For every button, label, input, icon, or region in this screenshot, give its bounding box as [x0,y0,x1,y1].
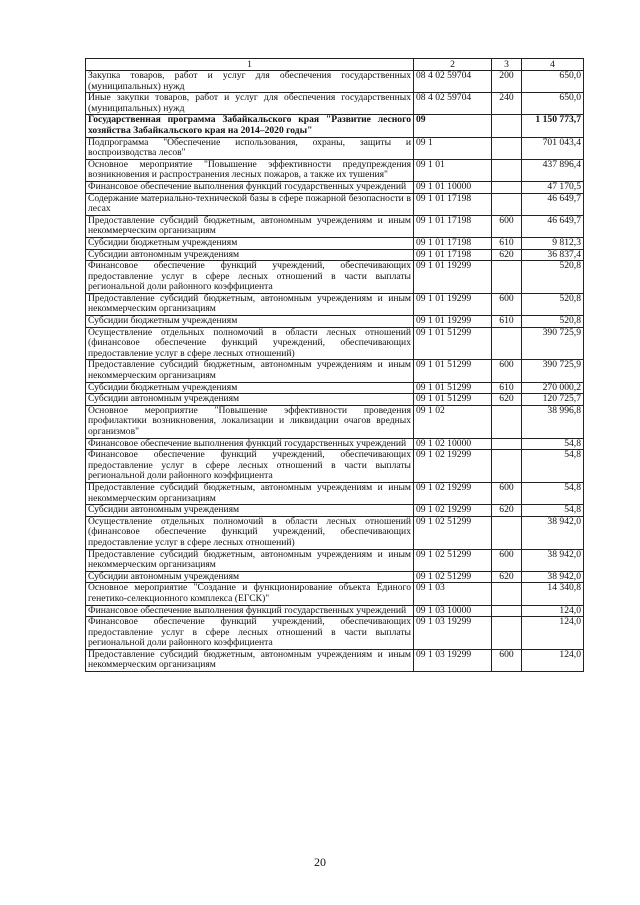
table-row [86,159,584,181]
row-name-cell: Финансовое обеспечение функций учреждений, обеспечивающих предоставление услуг в сфере лесных отношений в части выплаты региональной доли районного коэффициента [86,261,414,294]
row-code-cell: 09 1 01 19299 [414,261,492,294]
row-type-cell [492,159,522,181]
row-name-cell: Осуществление отдельных полномочий в области лесных отношений (финансовое обеспечение функций учреждений, обеспечивающих предоставление услуг в сфере лесных отношений) [86,327,414,360]
row-code-cell: 09 1 [414,137,492,159]
row-name-cell: Предоставление субсидий бюджетным, автономным учреждениям и иным некоммерческим организациям [86,482,414,504]
row-type-cell [492,181,522,193]
row-code-cell: 09 1 02 [414,405,492,438]
row-type-cell [492,261,522,294]
row-code-cell: 08 4 02 59704 [414,71,492,93]
row-amount-cell: 54,8 [522,505,584,517]
row-type-cell: 620 [492,249,522,261]
row-name-cell: Осуществление отдельных полномочий в области лесных отношений (финансовое обеспечение функций учреждений, обеспечивающих предоставление услуг в сфере лесных отношений) [86,516,414,549]
row-name-cell: Предоставление субсидий бюджетным, автономным учреждениям и иным некоммерческим организациям [86,215,414,237]
row-amount-cell: 54,8 [522,438,584,450]
row-name-cell: Финансовое обеспечение выполнения функций государственных учреждений [86,438,414,450]
row-code-cell: 09 1 03 19299 [414,617,492,650]
row-code-cell: 09 1 01 51299 [414,382,492,394]
row-type-cell [492,617,522,650]
table-row [86,405,584,438]
row-amount-cell: 520,8 [522,316,584,328]
row-name-cell: Основное мероприятие "Создание и функционирование объекта Единого генетико-селекционного комплекса (ЕГСК)" [86,583,414,605]
header-col-4: 4 [522,59,584,71]
row-amount-cell: 520,8 [522,261,584,294]
row-code-cell: 09 1 01 17198 [414,249,492,261]
table-row [86,327,584,360]
table-row [86,261,584,294]
row-name-cell: Предоставление субсидий бюджетным, автономным учреждениям и иным некоммерческим организациям [86,649,414,671]
row-type-cell: 620 [492,571,522,583]
row-type-cell [492,405,522,438]
row-amount-cell: 54,8 [522,450,584,483]
row-name-cell: Финансовое обеспечение функций учреждений, обеспечивающих предоставление услуг в сфере лесных отношений в части выплаты региональной доли районного коэффициента [86,617,414,650]
row-code-cell: 09 1 03 [414,583,492,605]
row-code-cell: 09 1 02 19299 [414,482,492,504]
row-name-cell: Предоставление субсидий бюджетным, автономным учреждениям и иным некоммерческим организациям [86,549,414,571]
row-name-cell: Субсидии автономным учреждениям [86,394,414,406]
row-name-cell: Финансовое обеспечение выполнения функций государственных учреждений [86,181,414,193]
row-type-cell: 240 [492,93,522,115]
row-amount-cell: 38 942,0 [522,571,584,583]
row-code-cell: 09 1 01 17198 [414,193,492,215]
row-type-cell [492,605,522,617]
row-code-cell: 09 1 01 51299 [414,360,492,382]
table-row [86,516,584,549]
table-row [86,93,584,115]
row-amount-cell: 1 150 773,7 [522,115,584,137]
table-row [86,115,584,137]
row-amount-cell: 270 000,2 [522,382,584,394]
row-type-cell: 200 [492,71,522,93]
row-code-cell: 09 1 02 10000 [414,438,492,450]
row-code-cell: 09 1 03 19299 [414,649,492,671]
table-row [86,293,584,315]
row-amount-cell: 9 812,3 [522,237,584,249]
row-amount-cell: 124,0 [522,605,584,617]
row-type-cell [492,193,522,215]
table-row [86,571,584,583]
row-type-cell: 600 [492,482,522,504]
table-row [86,71,584,93]
table-row [86,137,584,159]
row-type-cell: 600 [492,360,522,382]
row-name-cell: Содержание материально-технической базы в сфере пожарной безопасности в лесах [86,193,414,215]
header-col-2: 2 [414,59,492,71]
row-name-cell: Субсидии автономным учреждениям [86,249,414,261]
table-row [86,605,584,617]
row-name-cell: Субсидии автономным учреждениям [86,505,414,517]
table-row [86,450,584,483]
row-amount-cell: 520,8 [522,293,584,315]
row-code-cell: 09 1 01 19299 [414,316,492,328]
table-row [86,649,584,671]
row-amount-cell: 46 649,7 [522,193,584,215]
row-name-cell: Финансовое обеспечение выполнения функций государственных учреждений [86,605,414,617]
row-amount-cell: 36 837,4 [522,249,584,261]
row-amount-cell: 38 942,0 [522,549,584,571]
row-amount-cell: 390 725,9 [522,360,584,382]
row-amount-cell: 54,8 [522,482,584,504]
row-type-cell [492,438,522,450]
table-row [86,482,584,504]
row-amount-cell: 437 896,4 [522,159,584,181]
table-header [86,59,584,71]
row-name-cell: Основное мероприятие "Повышение эффективности проведения профилактики возникновения, локализации и ликвидации очагов вредных организмов" [86,405,414,438]
row-type-cell [492,137,522,159]
row-type-cell [492,327,522,360]
row-amount-cell: 650,0 [522,71,584,93]
table-row [86,215,584,237]
row-type-cell: 610 [492,237,522,249]
row-code-cell: 09 1 02 51299 [414,549,492,571]
row-type-cell [492,583,522,605]
row-type-cell: 600 [492,293,522,315]
row-type-cell: 600 [492,649,522,671]
table-row [86,394,584,406]
row-code-cell: 09 1 01 19299 [414,293,492,315]
row-code-cell: 09 1 01 10000 [414,181,492,193]
row-amount-cell: 38 942,0 [522,516,584,549]
row-name-cell: Субсидии автономным учреждениям [86,571,414,583]
row-code-cell: 09 1 01 51299 [414,327,492,360]
row-amount-cell: 650,0 [522,93,584,115]
row-code-cell: 09 [414,115,492,137]
row-amount-cell: 390 725,9 [522,327,584,360]
row-type-cell: 610 [492,316,522,328]
header-col-3: 3 [492,59,522,71]
row-code-cell: 09 1 02 51299 [414,516,492,549]
row-amount-cell: 124,0 [522,617,584,650]
row-code-cell: 09 1 02 51299 [414,571,492,583]
row-amount-cell: 701 043,4 [522,137,584,159]
row-type-cell [492,450,522,483]
row-name-cell: Предоставление субсидий бюджетным, автономным учреждениям и иным некоммерческим организациям [86,360,414,382]
table-body [86,71,584,672]
row-name-cell: Предоставление субсидий бюджетным, автономным учреждениям и иным некоммерческим организациям [86,293,414,315]
table-row [86,316,584,328]
table-row [86,583,584,605]
row-amount-cell: 124,0 [522,649,584,671]
table-row [86,249,584,261]
row-amount-cell: 38 996,8 [522,405,584,438]
row-type-cell: 600 [492,215,522,237]
budget-table [85,58,584,672]
row-code-cell: 09 1 03 10000 [414,605,492,617]
row-code-cell: 09 1 01 51299 [414,394,492,406]
row-name-cell: Субсидии бюджетным учреждениям [86,382,414,394]
row-code-cell: 09 1 02 19299 [414,505,492,517]
row-amount-cell: 47 170,5 [522,181,584,193]
row-code-cell: 09 1 01 17198 [414,237,492,249]
table-row [86,617,584,650]
row-type-cell [492,516,522,549]
page-number: 20 [314,855,326,869]
row-code-cell: 09 1 02 19299 [414,450,492,483]
row-type-cell: 610 [492,382,522,394]
row-amount-cell: 14 340,8 [522,583,584,605]
row-type-cell: 620 [492,394,522,406]
row-code-cell: 08 4 02 59704 [414,93,492,115]
table-row [86,505,584,517]
row-name-cell: Закупка товаров, работ и услуг для обеспечения государственных (муниципальных) нужд [86,71,414,93]
row-name-cell: Иные закупки товаров, работ и услуг для обеспечения государственных (муниципальных) нужд [86,93,414,115]
row-name-cell: Субсидии бюджетным учреждениям [86,316,414,328]
row-name-cell: Финансовое обеспечение функций учреждений, обеспечивающих предоставление услуг в сфере лесных отношений в части выплаты региональной доли районного коэффициента [86,450,414,483]
table-row [86,549,584,571]
row-code-cell: 09 1 01 [414,159,492,181]
row-amount-cell: 120 725,7 [522,394,584,406]
row-name-cell: Субсидии бюджетным учреждениям [86,237,414,249]
row-type-cell [492,115,522,137]
table-row [86,360,584,382]
row-name-cell: Подпрограмма "Обеспечение использования, охраны, защиты и воспроизводства лесов" [86,137,414,159]
row-name-cell: Основное мероприятие "Повышение эффективности предупреждения возникновения и распространения лесных пожаров, а также их тушения" [86,159,414,181]
row-name-cell: Государственная программа Забайкальского края "Развитие лесного хозяйства Забайкальского края на 2014–2020 годы" [86,115,414,137]
table-row [86,382,584,394]
table-row [86,438,584,450]
row-amount-cell: 46 649,7 [522,215,584,237]
row-type-cell: 600 [492,549,522,571]
row-type-cell: 620 [492,505,522,517]
header-row [86,59,584,71]
table-row [86,237,584,249]
table-row [86,181,584,193]
header-col-1: 1 [86,59,414,71]
row-code-cell: 09 1 01 17198 [414,215,492,237]
table-row [86,193,584,215]
